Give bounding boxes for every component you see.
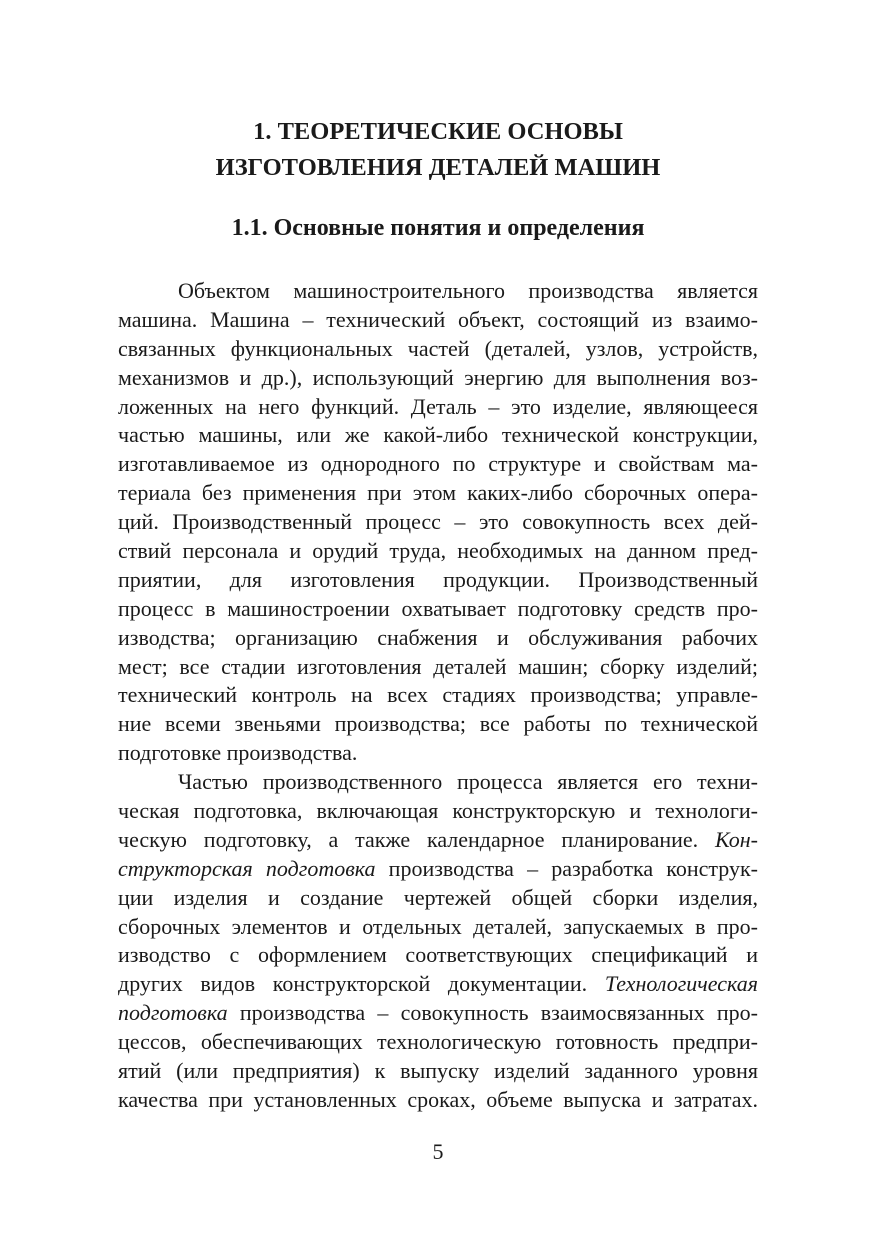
text-line — [118, 797, 758, 826]
text-run: ятий (или предприятия) к выпуску изделий заданного уровня — [118, 1058, 758, 1084]
italic-term: Технологическая — [604, 971, 759, 997]
text-line — [118, 855, 758, 884]
text-run: ции изделия и создание чертежей общей сборки изделия, — [118, 884, 758, 910]
italic-term: структорская подготовка — [118, 855, 376, 881]
text-line: частью машины, или же какой-либо технической конструкции, — [118, 422, 758, 448]
text-line — [118, 768, 758, 797]
paragraph-1 — [118, 277, 758, 768]
text-line: териала без применения при этом каких-либо сборочных опера- — [118, 480, 758, 506]
text-line: механизмов и др.), использующий энергию для выполнения воз- — [118, 364, 758, 390]
text-line — [118, 826, 758, 855]
text-line: Объектом машиностроительного производства является — [178, 278, 758, 303]
text-run: ческая подготовка, включающая конструкторскую и технологи- — [118, 798, 758, 824]
text-line — [118, 1086, 758, 1115]
text-line: ложенных на него функций. Деталь – это изделие, являющееся — [118, 393, 758, 419]
text-line — [118, 1028, 758, 1057]
text-line — [118, 999, 758, 1028]
text-line: ние всеми звеньями производства; все работы по технической — [118, 711, 758, 737]
text-line: приятии, для изготовления продукции. Производственный — [118, 566, 758, 592]
chapter-title-line-2: ИЗГОТОВЛЕНИЯ ДЕТАЛЕЙ МАШИН — [215, 154, 661, 181]
text-line: изготавливаемое из однородного по структуре и свойствам ма- — [118, 451, 758, 477]
text-line: машина. Машина – технический объект, состоящий из взаимо- — [118, 306, 758, 332]
text-run: качества при установленных сроках, объеме выпуска и затратах. — [118, 1086, 758, 1112]
section-title: 1.1. Основные понятия и определения — [231, 215, 645, 241]
italic-term: Кон- — [715, 826, 759, 852]
text-line — [118, 913, 758, 942]
text-line — [118, 1057, 758, 1086]
text-run: других видов конструкторской документации. — [118, 971, 588, 997]
text-run: Частью производственного процесса является его техни- — [178, 769, 758, 795]
body-text — [118, 277, 758, 1115]
text-line: ций. Производственный процесс – это совокупность всех дей- — [118, 509, 758, 535]
text-line: процесс в машиностроении охватывает подготовку средств про- — [118, 595, 758, 621]
text-line: подготовке производства. — [118, 740, 358, 766]
text-run: цессов, обеспечивающих технологическую готовность предпри- — [118, 1029, 758, 1055]
chapter-title-line-1: 1. ТЕОРЕТИЧЕСКИЕ ОСНОВЫ — [253, 118, 623, 145]
page-number: 5 — [432, 1139, 444, 1164]
text-line: ствий персонала и орудий труда, необходимых на данном пред- — [118, 538, 758, 564]
italic-term: подготовка — [118, 1000, 228, 1026]
text-run: производства – разработка конструк- — [388, 855, 758, 881]
text-line: связанных функциональных частей (деталей, узлов, устройств, — [118, 335, 758, 361]
text-line — [118, 884, 758, 913]
text-run: ческую подготовку, а также календарное планирование. — [118, 826, 699, 852]
text-run: изводство с оформлением соответствующих спецификаций и — [118, 942, 758, 968]
text-line: мест; все стадии изготовления деталей машин; сборку изделий; — [118, 653, 758, 679]
text-line — [118, 941, 758, 970]
text-run: сборочных элементов и отдельных деталей, запускаемых в про- — [118, 913, 758, 939]
chapter-title — [118, 114, 758, 186]
text-run: производства – совокупность взаимосвязанных про- — [239, 1000, 758, 1026]
text-line: технический контроль на всех стадиях производства; управле- — [118, 682, 758, 708]
paragraph-2 — [118, 768, 758, 1115]
text-line: изводства; организацию снабжения и обслуживания рабочих — [118, 624, 758, 650]
text-line — [118, 970, 758, 999]
